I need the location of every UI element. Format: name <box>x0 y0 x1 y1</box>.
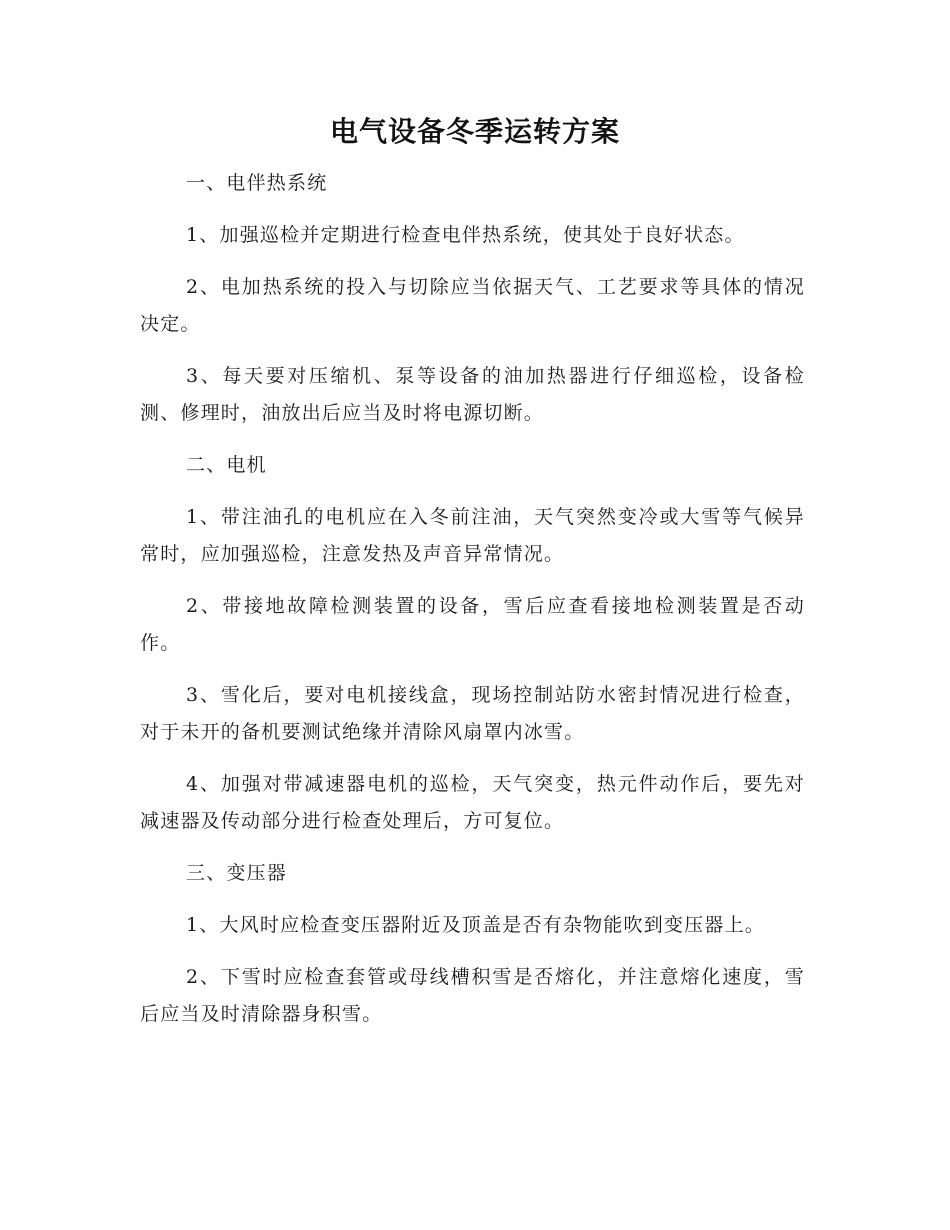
section-heading-electric-tracing: 一、电伴热系统 <box>186 172 328 194</box>
paragraph-motor-3: 3、雪化后，要对电机接线盒，现场控制站防水密封情况进行检查，对于未开的备机要测试绝缘并清除风扇罩内冰雪。 <box>140 684 805 743</box>
paragraph-transformer-2: 2、下雪时应检查套管或母线槽积雪是否熔化，并注意熔化速度，雪后应当及时清除器身积雪。 <box>140 966 805 1025</box>
paragraph-motor-4: 4、加强对带减速器电机的巡检，天气突变，热元件动作后，要先对减速器及传动部分进行检查处理后，方可复位。 <box>140 773 805 832</box>
paragraph-transformer-1: 1、大风时应检查变压器附近及顶盖是否有杂物能吹到变压器上。 <box>186 914 765 936</box>
paragraph-tracing-2: 2、电加热系统的投入与切除应当依据天气、工艺要求等具体的情况决定。 <box>140 276 805 335</box>
paragraph-motor-1: 1、带注油孔的电机应在入冬前注油，天气突然变冷或大雪等气候异常时，应加强巡检，注意发热及声音异常情况。 <box>140 506 805 565</box>
paragraph-motor-2: 2、带接地故障检测装置的设备，雪后应查看接地检测装置是否动作。 <box>140 595 805 654</box>
section-heading-motor: 二、电机 <box>186 454 267 476</box>
paragraph-tracing-3: 3、每天要对压缩机、泵等设备的油加热器进行仔细巡检，设备检测、修理时，油放出后应当及时将电源切断。 <box>140 365 805 424</box>
document-title: 电气设备冬季运转方案 <box>329 115 620 148</box>
section-heading-transformer: 三、变压器 <box>186 862 288 884</box>
paragraph-tracing-1: 1、加强巡检并定期进行检查电伴热系统，使其处于良好状态。 <box>186 224 745 246</box>
document-body <box>140 165 805 1048</box>
